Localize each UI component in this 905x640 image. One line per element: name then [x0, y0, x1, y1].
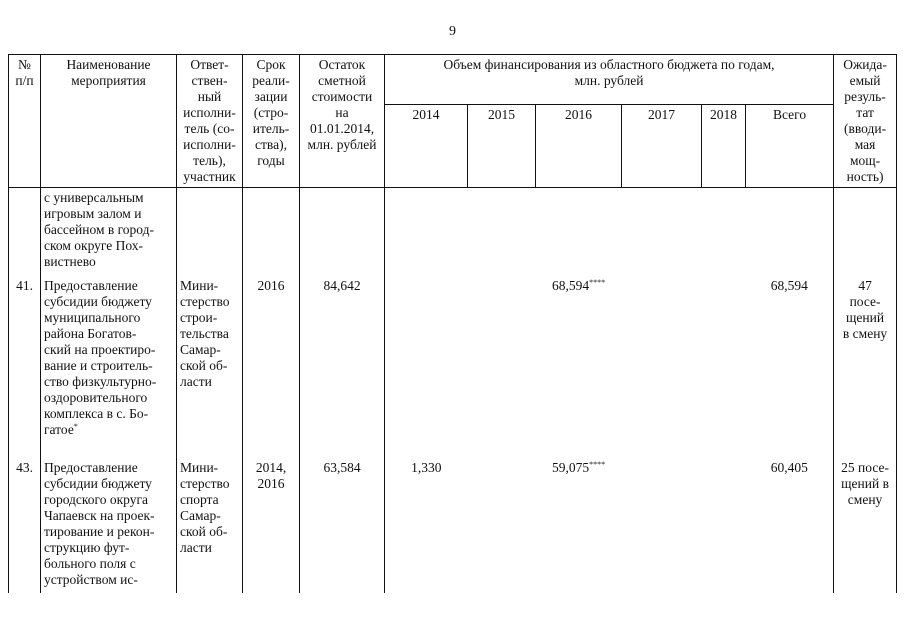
row-2018 [702, 276, 746, 458]
footnote-mark: **** [589, 459, 606, 469]
row-total: 60,405 [770, 459, 808, 475]
row-name: Предоставление субсидии бюджету городского округа Чапаевск на проек- тирование и рекон- струкцию фут- больного поля с устройством ис- [41, 458, 177, 593]
col-header-funding: Объем финансирования из областного бюджета по годам, млн. рублей [385, 55, 834, 105]
row-remaining-cost: 63,584 [300, 458, 385, 593]
row-name: с универсальным игровым залом и бассейном в город- ском округе Пох- вистнево [41, 188, 177, 276]
row-2015 [468, 458, 536, 593]
page-number: 9 [449, 24, 456, 39]
col-header-remaining-cost: Остаток сметной стоимости на 01.01.2014, млн. рублей [300, 55, 385, 188]
row-2016: 68,594**** [551, 277, 606, 293]
row-result: 25 посе- щений в смену [834, 458, 897, 593]
row-remaining-cost: 84,642 [300, 276, 385, 458]
row-2016: 59,075**** [551, 459, 606, 475]
row-2014 [385, 276, 468, 458]
col-header-result: Ожида- емый резуль- тат (вводи- мая мощ- ность) [834, 55, 897, 188]
row-responsible: Мини- стерство спорта Самар- ской об- ласти [177, 458, 243, 593]
row-2015 [468, 276, 536, 458]
row-2017 [622, 458, 702, 593]
col-header-2016: 2016 [536, 104, 622, 187]
col-header-total: Всего [746, 104, 834, 187]
row-2018 [702, 458, 746, 593]
col-header-2014: 2014 [385, 104, 468, 187]
col-header-2015: 2015 [468, 104, 536, 187]
footnote-mark: * [73, 421, 78, 431]
table-row [9, 188, 897, 276]
row-num: 43. [9, 458, 41, 593]
col-header-2017: 2017 [622, 104, 702, 187]
row-responsible: Мини- стерство строи- тельства Самар- ской об- ласти [177, 276, 243, 458]
row-total: 68,594 [770, 277, 808, 293]
row-2014: 1,330 [385, 458, 468, 593]
row-term: 2016 [243, 276, 300, 458]
col-header-name: Наименование мероприятия [41, 55, 177, 188]
row-name: Предоставление субсидии бюджету муниципального района Богатов- ский на проектиро- вание и строитель- ство физкультурно- оздоровительного комплекса в с. Бо- гатое* [41, 276, 177, 458]
col-header-term: Срок реали- зации (стро- итель- ства), годы [243, 55, 300, 188]
row-num: 41. [9, 276, 41, 458]
col-header-num: № п/п [9, 55, 41, 188]
footnote-mark: **** [589, 277, 606, 287]
col-header-responsible: Ответ- ствен- ный исполни- тель (со- исполни- тель), участник [177, 55, 243, 188]
table-row [9, 276, 897, 458]
funding-table [8, 54, 897, 593]
table-row [9, 458, 897, 593]
row-term: 2014, 2016 [243, 458, 300, 593]
col-header-2018: 2018 [702, 104, 746, 187]
row-2017 [622, 276, 702, 458]
row-result: 47 посе- щений в смену [834, 276, 897, 458]
